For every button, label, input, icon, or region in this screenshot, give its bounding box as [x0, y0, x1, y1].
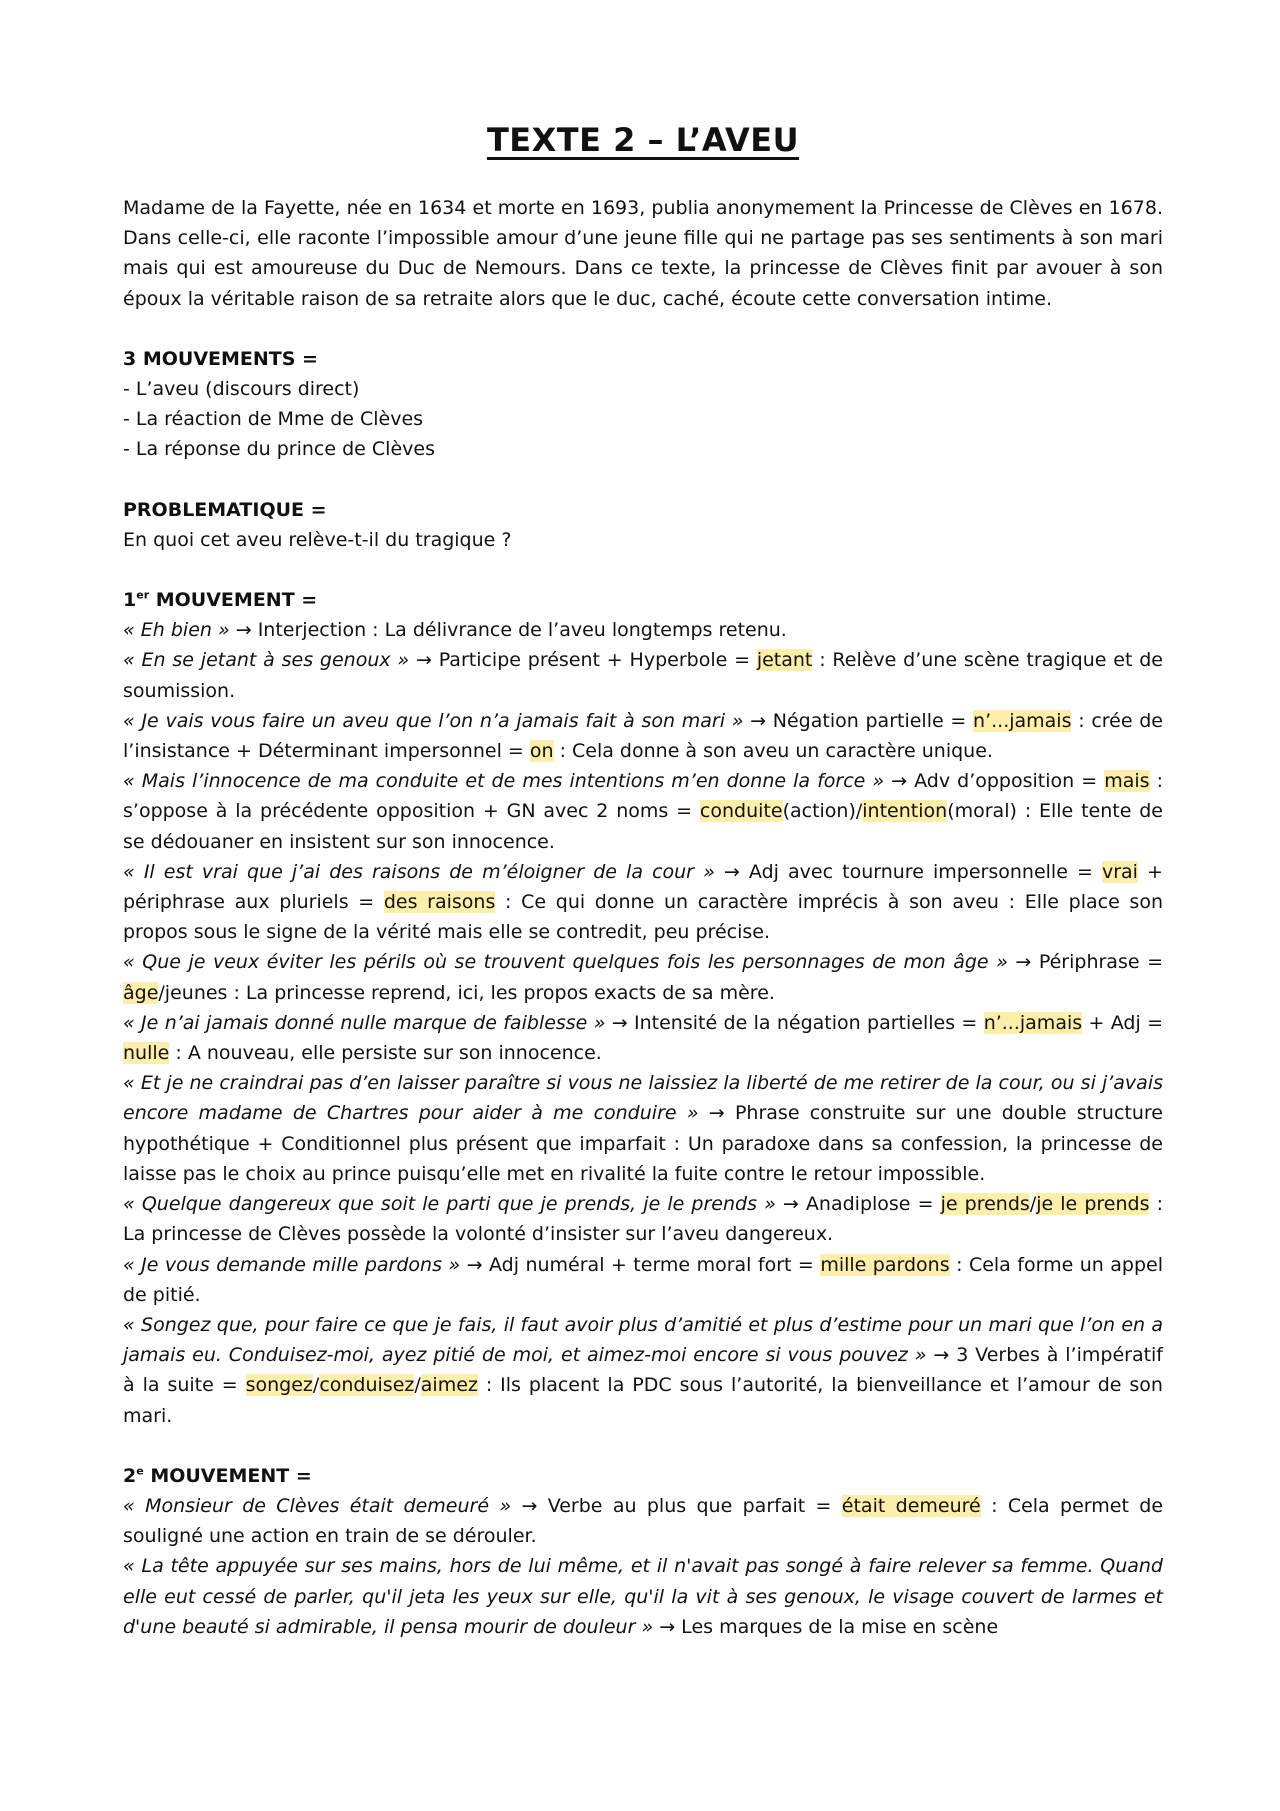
mouvement-item: - L’aveu (discours direct) — [123, 378, 360, 401]
analysis-entry: « La tête appuyée sur ses mains, hors de lui même, et il n'avait pas songé à faire relever sa femme. Quand elle eut cessé de parler, qu'il jeta les yeux sur elle, qu'il la vit à ses genoux, le visage couvert de larmes et d'une beauté si admirable, il pensa mourir de douleur » → Les marques de la mise en scène — [123, 1555, 1163, 1638]
highlight: on — [529, 740, 554, 763]
mouvement-2-heading: 2e MOUVEMENT = — [123, 1464, 312, 1487]
analysis-entry: « Et je ne craindrai pas d’en laisser paraître si vous ne laissiez la liberté de me retirer de la cour, ou si j’avais encore madame de Chartres pour aider à me conduire » → Phrase construite sur une double structure hypothétique + Conditionnel plus présent que imparfait : Un paradoxe dans sa confession, la princesse de laisse pas le choix au prince puisqu’elle met en rivalité la fuite contre le retour impossible. — [123, 1072, 1163, 1185]
highlight: n’...jamais — [983, 1011, 1083, 1034]
analysis-entry: « Je vous demande mille pardons » → Adj numéral + terme moral fort = mille pardons : Cela forme un appel de pitié. — [123, 1253, 1163, 1306]
document-page — [123, 120, 1163, 1642]
mouvement-item: - La réponse du prince de Clèves — [123, 438, 435, 461]
highlight: je le prends — [1036, 1193, 1150, 1216]
highlight: conduisez — [319, 1374, 415, 1397]
highlight: aimez — [420, 1374, 478, 1397]
highlight: mais — [1104, 770, 1150, 793]
problematique-heading: PROBLEMATIQUE = — [123, 498, 327, 521]
intro-paragraph: Madame de la Fayette, née en 1634 et morte en 1693, publia anonymement la Princesse de Clèves en 1678. Dans celle-ci, elle raconte l’impossible amour d’une jeune fille qui ne partage pas ses sentiments à son mari mais qui est amoureuse du Duc de Nemours. Dans ce texte, la princesse de Clèves finit par avouer à son époux la véritable raison de sa retraite alors que le duc, caché, écoute cette conversation intime. — [123, 197, 1163, 310]
highlight: était demeuré — [841, 1494, 981, 1517]
analysis-entry: « Monsieur de Clèves était demeuré » → Verbe au plus que parfait = était demeuré : Cela permet de souligné une action en train de se dérouler. — [123, 1494, 1164, 1548]
analysis-entry: « En se jetant à ses genoux » → Participe présent + Hyperbole = jetant : Relève d’une scène tragique et de soumission. — [123, 649, 1163, 702]
highlight: je prends — [940, 1193, 1030, 1216]
analysis-entry: « Quelque dangereux que soit le parti que je prends, je le prends » → Anadiplose = je prends/je le prends : La princesse de Clèves possède la volonté d’insister sur l’aveu dangereux. — [123, 1193, 1163, 1246]
highlight: songez — [245, 1374, 313, 1397]
problematique-text: En quoi cet aveu relève-t-il du tragique ? — [123, 528, 512, 551]
mouvement-item: - La réaction de Mme de Clèves — [123, 408, 424, 431]
page-title: TEXTE 2 – L’AVEU — [486, 121, 800, 159]
highlight: âge — [123, 981, 159, 1004]
highlight: des raisons — [383, 891, 496, 914]
analysis-entry: « Je n’ai jamais donné nulle marque de faiblesse » → Intensité de la négation partielles = n’...jamais + Adj = nulle : A nouveau, elle persiste sur son innocence. — [123, 1011, 1163, 1065]
highlight: jetant — [756, 649, 813, 672]
mouvements-heading: 3 MOUVEMENTS = — [123, 347, 318, 370]
analysis-entry: « Mais l’innocence de ma conduite et de mes intentions m’en donne la force » → Adv d’opposition = mais : s’oppose à la précédente opposition + GN avec 2 noms = conduite(action)/intention(moral) : Elle tente de se dédouaner en insistent sur son innocence. — [123, 770, 1163, 853]
analysis-entry: « Eh bien » → Interjection : La délivrance de l’aveu longtemps retenu. — [123, 619, 787, 642]
highlight: nulle — [123, 1042, 170, 1065]
mouvement-1-heading: 1er MOUVEMENT = — [123, 588, 318, 612]
analysis-entry: « Il est vrai que j’ai des raisons de m’éloigner de la cour » → Adj avec tournure impersonnelle = vrai + périphrase aux pluriels = des raisons : Ce qui donne un caractère imprécis à son aveu : Elle place son propos sous le signe de la vérité mais elle se contredit, peu précise. — [123, 860, 1163, 944]
highlight: vrai — [1101, 860, 1138, 883]
analysis-entry: « Songez que, pour faire ce que je fais, il faut avoir plus d’amitié et plus d’estime pour un mari que l’on en a jamais eu. Conduisez-moi, ayez pitié de moi, et aimez-moi encore si vous pouvez » → 3 Verbes à l’impératif à la suite = songez/conduisez/aimez : Ils placent la PDC sous l’autorité, la bienveillance et l’amour de son mari. — [123, 1313, 1164, 1427]
analysis-entry: « Je vais vous faire un aveu que l’on n’a jamais fait à son mari » → Négation partielle = n’...jamais : crée de l’insistance + Déterminant impersonnel = on : Cela donne à son aveu un caractère unique. — [123, 709, 1163, 763]
highlight: conduite — [699, 800, 783, 823]
highlight: n’...jamais — [973, 709, 1072, 732]
highlight: mille pardons — [820, 1253, 950, 1276]
analysis-entry: « Que je veux éviter les périls où se trouvent quelques fois les personnages de mon âge » → Périphrase = âge/jeunes : La princesse reprend, ici, les propos exacts de sa mère. — [123, 951, 1163, 1004]
highlight: intention — [862, 800, 948, 823]
